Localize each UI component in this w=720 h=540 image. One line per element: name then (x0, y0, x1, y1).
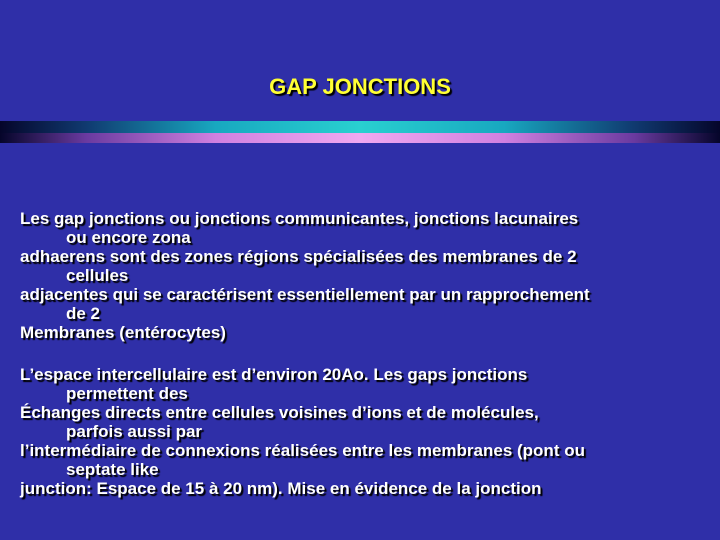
text-line: Membranes (entérocytes) (20, 323, 226, 342)
decorative-bar-cyan (0, 121, 720, 133)
paragraph-1 (20, 208, 710, 343)
slide-body (20, 208, 710, 499)
text-line: cellules (66, 266, 129, 285)
text-line: parfois aussi par (66, 422, 203, 441)
text-line: Les gap jonctions ou jonctions communicantes, jonctions lacunaires (20, 209, 579, 228)
text-line: adjacentes qui se caractérisent essentiellement par un rapprochement (20, 285, 590, 304)
text-line: permettent des (66, 384, 188, 403)
text-line: de 2 (66, 304, 101, 323)
text-line: L’espace intercellulaire est d’environ 20Ao. Les gaps jonctions (20, 365, 528, 384)
text-line: septate like (66, 460, 159, 479)
decorative-bar-pink (0, 133, 720, 143)
slide-title: GAP JONCTIONS (269, 74, 451, 99)
text-line: Échanges directs entre cellules voisines d’ions et de molécules, (20, 403, 539, 422)
text-line: adhaerens sont des zones régions spécialisées des membranes de 2 (20, 247, 577, 266)
paragraph-2 (20, 364, 710, 499)
text-line: ou encore zona (66, 228, 191, 247)
text-line: junction: Espace de 15 à 20 nm). Mise en évidence de la jonction (20, 479, 542, 498)
text-line: l’intermédiaire de connexions réalisées entre les membranes (pont ou (20, 441, 585, 460)
